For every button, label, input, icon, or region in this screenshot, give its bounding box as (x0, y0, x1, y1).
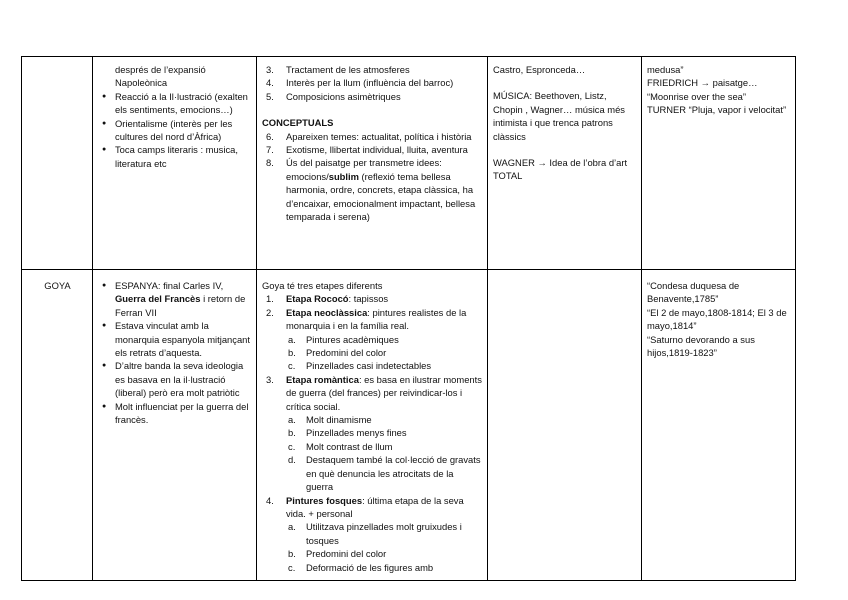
works-cell (642, 57, 796, 270)
text-line: “Moonrise over the sea” (647, 90, 747, 102)
list-item: 8. Ús del paisatge per transmetre idees: emocions/sublim (reflexió tema bellesa harmonia, ordre, concrets, etapa clàssica, ha d’encaixar, emocionalment impactant, bellesa temparada i serena) (266, 157, 476, 223)
list-item: ● ESPANYA: final Carles IV, Guerra del Francès i retorn de Ferran VII (115, 279, 252, 319)
list-item: ● Toca camps literaris : musica, literatura etc (115, 143, 252, 170)
text-line: “El 2 de mayo,1808-1814; El 3 de mayo,1814” (647, 306, 787, 332)
list-item: ● D’altre banda la seva ideologia es basava en la il·lustració (liberal) però era molt patriòtic (115, 359, 252, 399)
table-row (22, 57, 796, 270)
list-item: 3. Etapa romàntica: es basa en ilustrar moments de guerra (del frances) per reivindicar-los i crítica social. a. Molt dinamisme b. Pinzellades menys fines c. Molt contrast de llum d. Destaquem també la col·lecció de gravats en què denuncia les atrocitats de la guerra (266, 373, 482, 493)
text-line: Castro, Espronceda… (493, 64, 586, 75)
list-item: 3. Tractament de les atmosferes (266, 64, 410, 75)
features-cell (257, 57, 488, 270)
list-item: 4. Interès per la llum (influència del barroc) (266, 77, 454, 89)
works-cell (642, 270, 796, 581)
list-item: c. Pinzellades casi indetectables (288, 360, 432, 372)
text-line: “Saturno devorando a sus hijos,1819-1823” (647, 333, 755, 359)
list-item: a. Molt dinamisme (288, 414, 372, 426)
table-row (22, 270, 796, 581)
context-cell (93, 270, 257, 581)
list-item: 1. Etapa Rococó: tapissos (266, 293, 389, 305)
list-item: 5. Composicions asimètriques (266, 90, 401, 102)
list-item: 7. Exotisme, llibertat individual, lluita, aventura (266, 144, 468, 156)
artists-cell (488, 270, 642, 581)
list-item: c. Molt contrast de llum (288, 440, 393, 452)
list-item: ● Reacció a la Il·lustració (exalten els sentiments, emocions…) (115, 90, 252, 117)
artist-name-cell (22, 57, 93, 270)
text-line: “Condesa duquesa de Benavente,1785” (647, 280, 740, 305)
text-line: MÚSICA: Beethoven, Listz, Chopin , Wagner… música més intimista i que trenca patrons clàssics (493, 90, 625, 142)
list-item: ● Molt influenciat per la guerra del francès. (115, 400, 252, 427)
artist-name-cell: GOYA (22, 270, 93, 581)
text-line: medusa” (647, 64, 684, 75)
list-item: c. Deformació de les figures amb (288, 561, 434, 573)
list-item: b. Pinzellades menys fines (288, 427, 407, 439)
section-heading: CONCEPTUALS (262, 117, 334, 129)
text-line: WAGNER → Idea de l’obra d’art TOTAL (493, 157, 628, 182)
artists-cell (488, 57, 642, 270)
list-item: ● Estava vinculat amb la monarquia espanyola mitjançant els retrats d’aquesta. (115, 319, 252, 359)
text-line: TURNER “Pluja, vapor i velocitat” (647, 104, 787, 116)
list-item: a. Pintures acadèmiques (288, 333, 399, 345)
features-cell (257, 270, 488, 581)
list-item: a. Utilitzava pinzellades molt gruixudes i tosques (288, 521, 462, 546)
list-item: d. Destaquem també la col·lecció de gravats en què denuncia les atrocitats de la guerra (288, 454, 481, 493)
context-cell (93, 57, 257, 270)
list-item: b. Predomini del color (288, 548, 387, 560)
list-item: ● Orientalisme (interès per les cultures del nord d’Àfrica) (115, 117, 252, 144)
art-history-table (21, 56, 796, 581)
list-item: 6. Apareixen temes: actualitat, política i història (266, 130, 472, 142)
list-item: després de l’expansió Napoleònica (115, 64, 206, 89)
text-line: Goya té tres etapes diferents (262, 280, 383, 291)
list-item: 4. Pintures fosques: última etapa de la seva vida. + personal a. Utilitzava pinzellades molt gruixudes i tosques b. Predomini del color c. Deformació de les figures amb (286, 494, 483, 574)
list-item: 2. Etapa neoclàssica: pintures realistes de la monarquia i en la família real. a. Pintures acadèmiques b. Predomini del color c. Pinzellades casi indetectables (286, 306, 483, 373)
text-line: FRIEDRICH → paisatge… (647, 77, 758, 89)
list-item: b. Predomini del color (288, 347, 387, 359)
